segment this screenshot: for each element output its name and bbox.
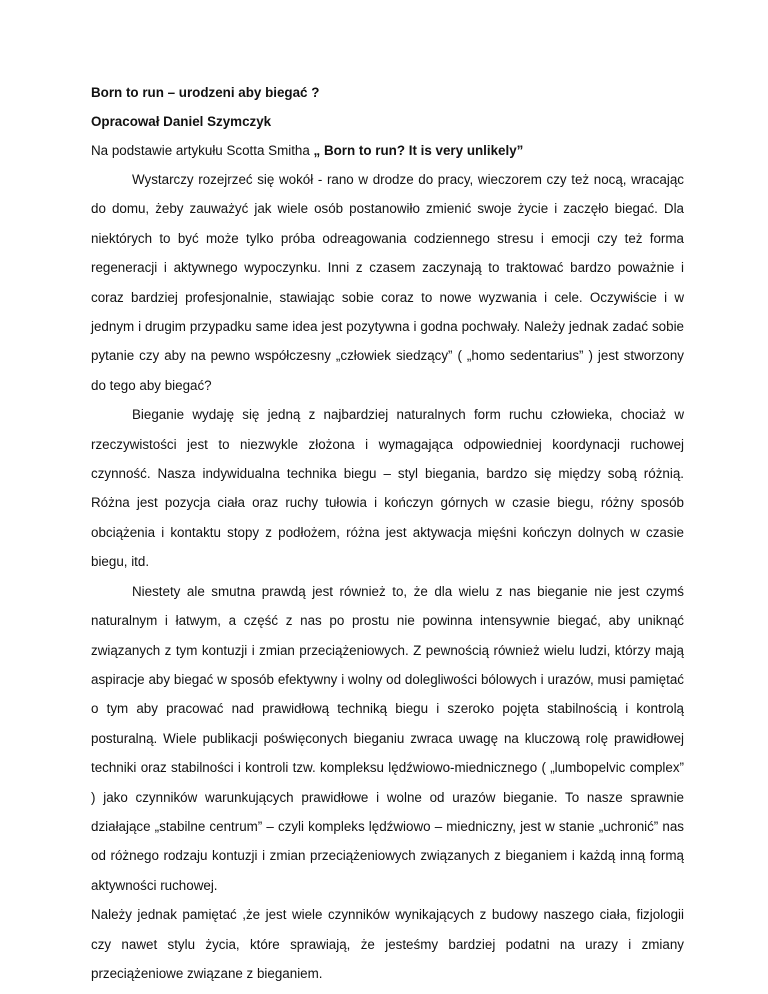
source-article-title: „ Born to run? It is very unlikely” bbox=[313, 143, 524, 158]
paragraph-intro: Wystarczy rozejrzeć się wokół - rano w drodze do pracy, wieczorem czy też nocą, wracając do domu, żeby zauważyć jak wiele osób postanowiło zmienić swoje życie i zaczęło biegać. Dla niektórych to być może tylko próba odreagowania codziennego stresu i emocji czy też forma regeneracji i aktywnego wypoczynku. Inni z czasem zaczynają to traktować bardzo poważnie i coraz bardziej profesjonalnie, stawiając sobie coraz to nowe wyzwania i cele. Oczywiście i w jednym i drugim przypadku same idea jest pozytywna i godna pochwały. Należy jednak zadać sobie pytanie czy aby na pewno współczesny „człowiek siedzący” ( „homo sedentarius” ) jest stworzony do tego aby biegać? bbox=[91, 172, 684, 393]
document-title: Born to run – urodzeni aby biegać ? bbox=[91, 85, 320, 100]
paragraph-running-technique: Bieganie wydaję się jedną z najbardziej naturalnych form ruchu człowieka, chociaż w rzeczywistości jest to niezwykle złożona i wymagająca odpowiedniej koordynacji ruchowej czynność. Nasza indywidualna technika biegu – styl biegania, bardzo się między sobą różnią. Różna jest pozycja ciała oraz ruchy tułowia i kończyn górnych w czasie biegu, różny sposób obciążenia i kontaktu stopy z podłożem, różna jest aktywacja mięśni kończyn dolnych w czasie biegu, itd. bbox=[91, 407, 684, 570]
source-line bbox=[91, 136, 684, 165]
paragraph-risk-factors: Należy jednak pamiętać ,że jest wiele czynników wynikających z budowy naszego ciała, fizjologii czy nawet stylu życia, które sprawiają, że jesteśmy bardziej podatni na urazy i zmiany przeciążeniowe związane z bieganiem. bbox=[91, 907, 684, 981]
source-prefix: Na podstawie artykułu Scotta Smitha bbox=[91, 143, 314, 158]
author-line: Opracował Daniel Szymczyk bbox=[91, 114, 272, 129]
document-page bbox=[91, 78, 684, 988]
paragraph-stability: Niestety ale smutna prawdą jest również to, że dla wielu z nas bieganie nie jest czymś naturalnym i łatwym, a część z nas po prostu nie powinna intensywnie biegać, aby uniknąć związanych z tym kontuzji i zmian przeciążeniowych. Z pewnością również wielu ludzi, którzy mają aspiracje aby biegać w sposób efektywny i wolny od dolegliwości bólowych i urazów, musi pamiętać o tym aby pracować nad prawidłową techniką biegu i szeroko pojęta stabilnością i kontrolą posturalną. Wiele publikacji poświęconych bieganiu zwraca uwagę na kluczową rolę prawidłowej techniki oraz stabilności i kontroli tzw. kompleksu lędźwiowo-miednicznego ( „lumbopelvic complex” ) jako czynników warunkujących prawidłowe i wolne od urazów bieganie. To nasze sprawnie działające „stabilne centrum” – czyli kompleks lędźwiowo – miedniczny, jest w stanie „uchronić” nas od różnego rodzaju kontuzji i zmian przeciążeniowych związanych z bieganiem i każdą inną formą aktywności ruchowej. bbox=[91, 583, 684, 893]
